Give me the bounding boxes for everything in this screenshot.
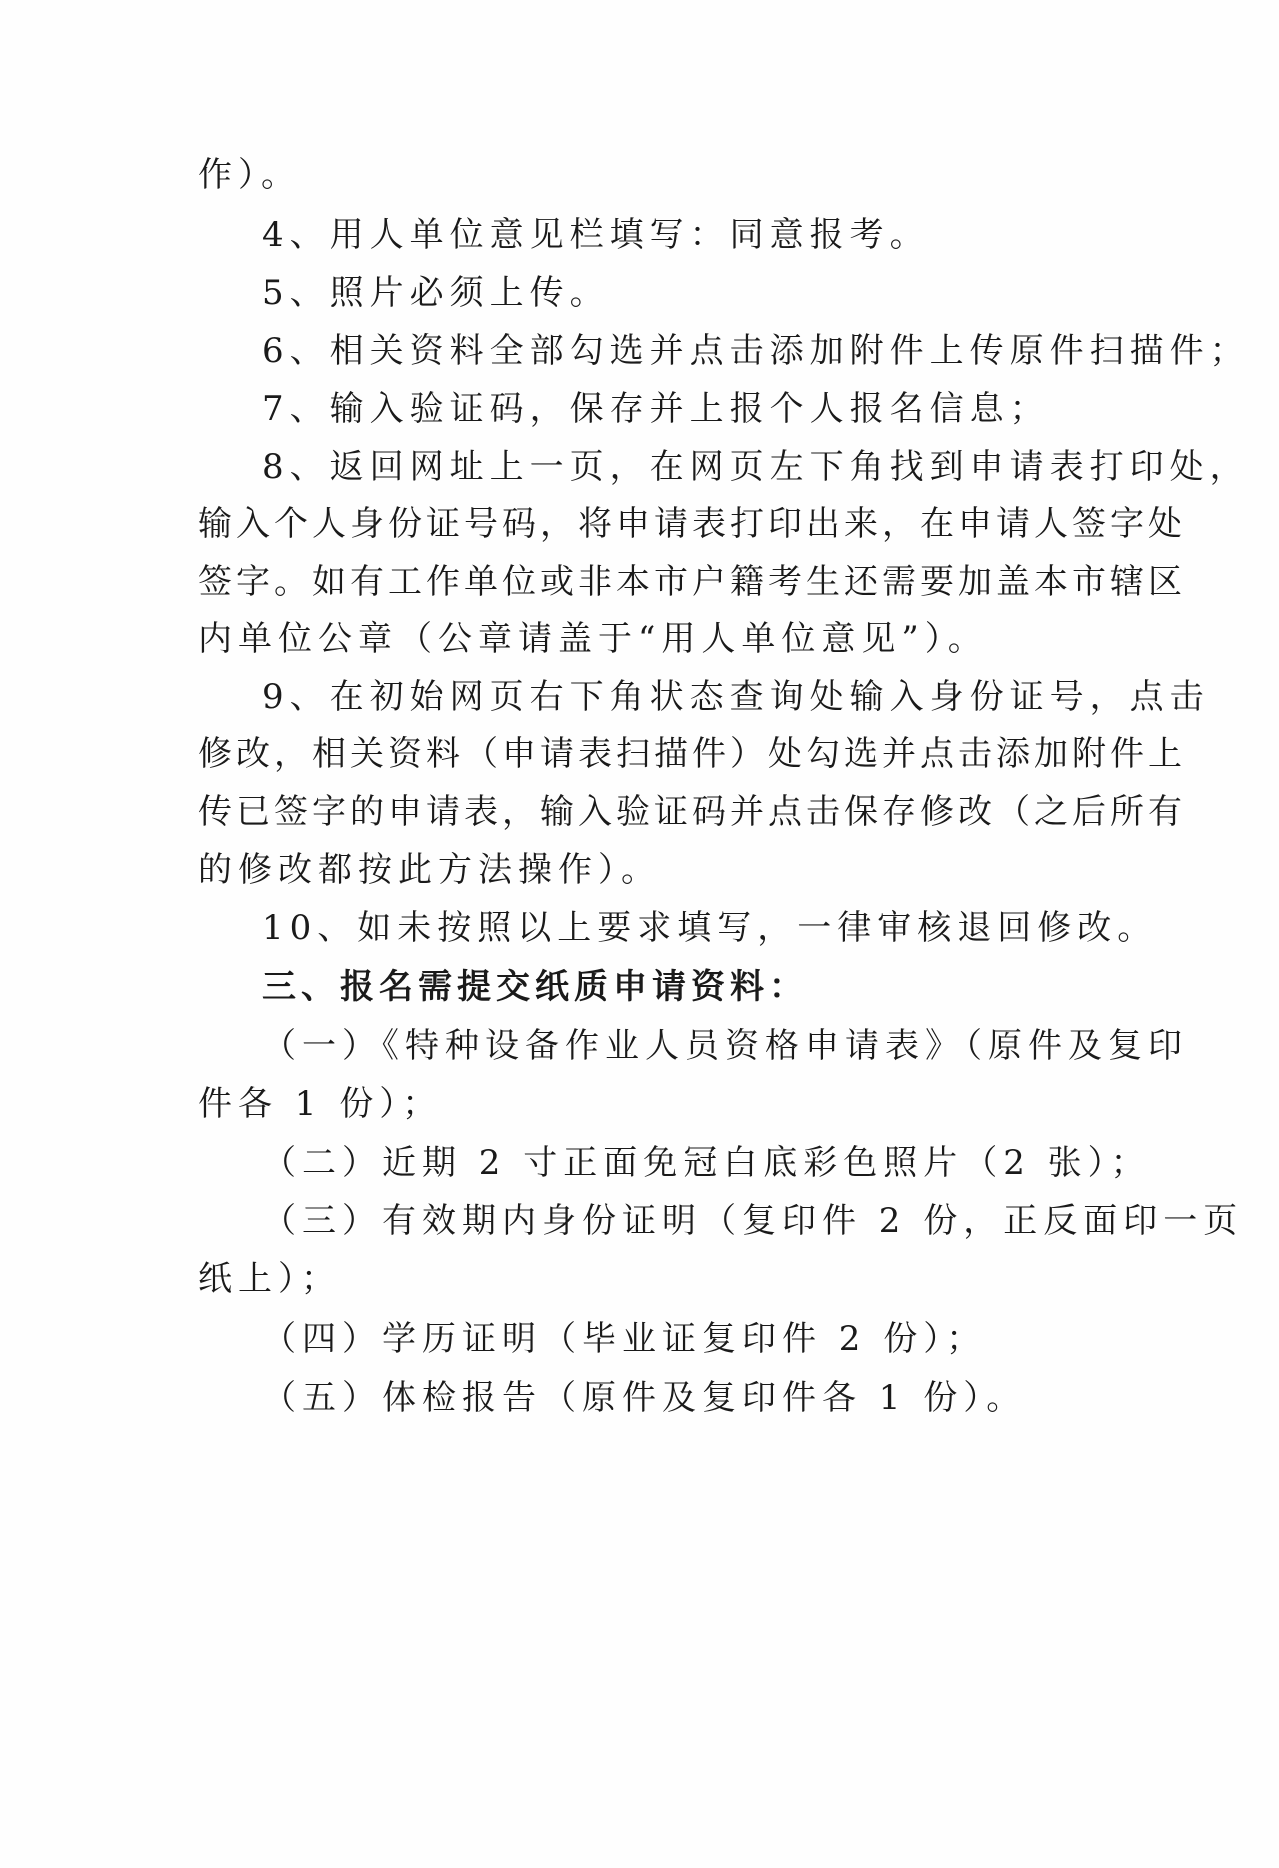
- paragraph-line: 修改，相关资料（申请表扫描件）处勾选并点击添加附件上: [198, 734, 1186, 774]
- paragraph-line: 7、输入验证码，保存并上报个人报名信息；: [262, 389, 1050, 429]
- paragraph-line: 纸上）；: [198, 1259, 341, 1299]
- paragraph-line: 签字。如有工作单位或非本市户籍考生还需要加盖本市辖区: [198, 562, 1186, 602]
- paragraph-line: （三）有效期内身份证明（复印件 2 份，正反面印一页: [262, 1201, 1244, 1241]
- paragraph-line: 6、相关资料全部勾选并点击添加附件上传原件扫描件；: [262, 331, 1250, 371]
- paragraph-line: （二）近期 2 寸正面免冠白底彩色照片（2 张）；: [262, 1143, 1151, 1183]
- paragraph-line: 的修改都按此方法操作）。: [198, 850, 661, 890]
- paragraph-line: 内单位公章（公章请盖于“用人单位意见”）。: [198, 619, 988, 659]
- paragraph-line: 10、如未按照以上要求填写，一律审核退回修改。: [262, 908, 1158, 948]
- paragraph-line: 4、用人单位意见栏填写：同意报考。: [262, 215, 930, 255]
- paragraph-line: 作）。: [198, 155, 301, 195]
- paragraph-line: 件各 1 份）；: [198, 1084, 443, 1124]
- paragraph-line: （一）《特种设备作业人员资格申请表》（原件及复印: [262, 1026, 1188, 1066]
- paragraph-line: （五）体检报告（原件及复印件各 1 份）。: [262, 1378, 1027, 1418]
- paragraph-line: 传已签字的申请表，输入验证码并点击保存修改（之后所有: [198, 792, 1186, 832]
- paragraph-line: 5、照片必须上传。: [262, 273, 610, 313]
- paragraph-line: 8、返回网址上一页，在网页左下角找到申请表打印处，: [262, 447, 1250, 487]
- paragraph-line: 9、在初始网页右下角状态查询处输入身份证号，点击: [262, 677, 1210, 717]
- section-heading: 三、报名需提交纸质申请资料：: [262, 967, 808, 1007]
- paragraph-line: （四）学历证明（毕业证复印件 2 份）；: [262, 1319, 987, 1359]
- paragraph-line: 输入个人身份证号码，将申请表打印出来，在申请人签字处: [198, 504, 1186, 544]
